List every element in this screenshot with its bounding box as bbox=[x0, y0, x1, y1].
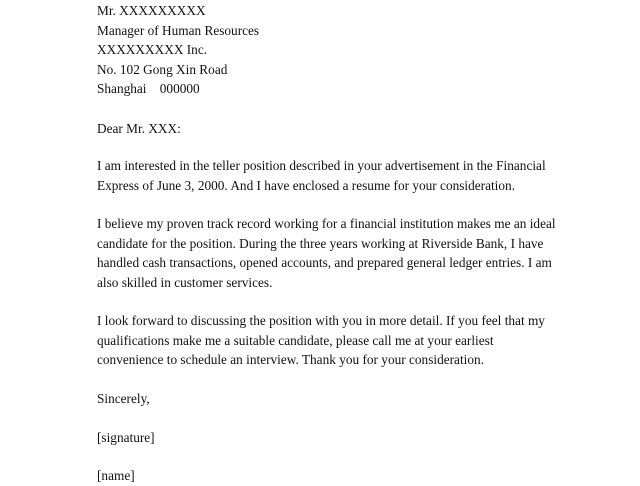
paragraph-line: Express of June 3, 2000. And I have enclosed a resume for your consideration. bbox=[97, 177, 516, 193]
signature-placeholder: [signature] bbox=[97, 430, 155, 445]
paragraph-line: handled cash transactions, opened accounts, and prepared general ledger entries. I am bbox=[97, 255, 552, 270]
paragraph-line: candidate for the position. During the three years working at Riverside Bank, I have bbox=[97, 235, 544, 251]
name-placeholder: [name] bbox=[97, 468, 135, 483]
body-paragraph-2 bbox=[97, 214, 567, 292]
body-paragraph-1 bbox=[97, 156, 567, 195]
recipient-address bbox=[97, 1, 567, 99]
body-paragraph-3 bbox=[97, 311, 567, 370]
paragraph-line: also skilled in customer services. bbox=[97, 274, 273, 290]
closing: Sincerely, bbox=[97, 391, 150, 406]
recipient-street: No. 102 Gong Xin Road bbox=[97, 61, 228, 77]
paragraph-line: qualifications make me a suitable candidate, please call me at your earliest bbox=[97, 332, 494, 348]
paragraph-line: I am interested in the teller position described in your advertisement in the Financial bbox=[97, 158, 546, 173]
recipient-name: Mr. XXXXXXXXX bbox=[97, 3, 206, 18]
recipient-company: XXXXXXXXX Inc. bbox=[97, 42, 208, 57]
recipient-title: Manager of Human Resources bbox=[97, 22, 260, 38]
recipient-city: Shanghai 000000 bbox=[97, 81, 200, 96]
paragraph-line: I believe my proven track record working for a financial institution makes me an ideal bbox=[97, 216, 556, 231]
paragraph-line: I look forward to discussing the position with you in more detail. If you feel that my bbox=[97, 313, 545, 328]
salutation: Dear Mr. XXX: bbox=[97, 121, 181, 136]
paragraph-line: convenience to schedule an interview. Thank you for your consideration. bbox=[97, 352, 484, 367]
